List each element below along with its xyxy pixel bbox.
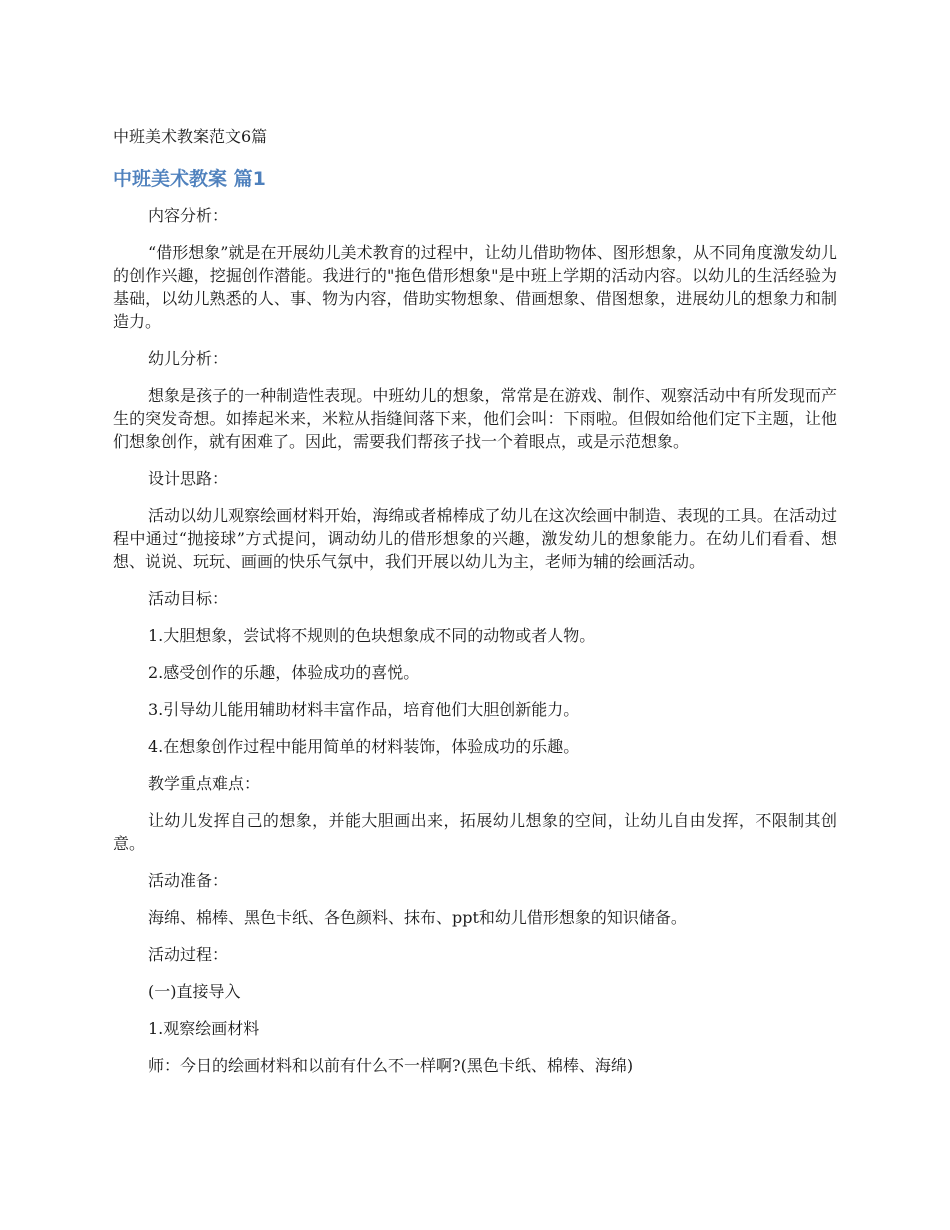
paragraph-key-points: 让幼儿发挥自己的想象，并能大胆画出来，拓展幼儿想象的空间，让幼儿自由发挥，不限制其创意。 bbox=[113, 811, 837, 853]
paragraph-design: 活动以幼儿观察绘画材料开始，海绵或者棉棒成了幼儿在这次绘画中制造、表现的工具。在活动过程中通过“抛接球”方式提问，调动幼儿的借形想象的兴趣，激发幼儿的想象能力。在幼儿们看看、想想、说说、玩玩、画画的快乐气氛中，我们开展以幼儿为主，老师为辅的绘画活动。 bbox=[113, 506, 837, 571]
paragraph-goal-2: 2.感受创作的乐趣，体验成功的喜悦。 bbox=[148, 663, 420, 682]
paragraph-process-label: 活动过程： bbox=[148, 945, 229, 964]
document-body bbox=[113, 204, 837, 1091]
paragraph-content-analysis: “借形想象”就是在开展幼儿美术教育的过程中，让幼儿借助物体、图形想象，从不同角度激发幼儿的创作兴趣，挖掘创作潜能。我进行的"拖色借形想象"是中班上学期的活动内容。以幼儿的生活经验为基础，以幼儿熟悉的人、事、物为内容，借助实物想象、借画想象、借图想象，进展幼儿的想象力和制造力。 bbox=[113, 243, 837, 331]
paragraph-child-analysis-label: 幼儿分析： bbox=[148, 349, 229, 368]
paragraph-child-analysis: 想象是孩子的一种制造性表现。中班幼儿的想象，常常是在游戏、制作、观察活动中有所发现而产生的突发奇想。如捧起米来，米粒从指缝间落下来，他们会叫：下雨啦。但假如给他们定下主题，让他们想象创作，就有困难了。因此，需要我们帮孩子找一个着眼点，或是示范想象。 bbox=[113, 386, 837, 451]
paragraph-goals-label: 活动目标： bbox=[148, 589, 229, 608]
paragraph-goal-4: 4.在想象创作过程中能用简单的材料装饰，体验成功的乐趣。 bbox=[148, 737, 580, 756]
paragraph-observe-materials: 1.观察绘画材料 bbox=[148, 1019, 260, 1038]
paragraph-design-label: 设计思路： bbox=[148, 469, 229, 488]
paragraph-key-points-label: 教学重点难点： bbox=[148, 774, 261, 793]
paragraph-goal-1: 1.大胆想象，尝试将不规则的色块想象成不同的动物或者人物。 bbox=[148, 626, 596, 645]
paragraph-goal-3: 3.引导幼儿能用辅助材料丰富作品，培育他们大胆创新能力。 bbox=[148, 700, 580, 719]
section-heading: 中班美术教案 篇1 bbox=[113, 168, 266, 190]
paragraph-preparation-label: 活动准备： bbox=[148, 871, 229, 890]
paragraph-preparation: 海绵、棉棒、黑色卡纸、各色颜料、抹布、ppt和幼儿借形想象的知识储备。 bbox=[148, 908, 687, 927]
paragraph-teacher-question: 师：今日的绘画材料和以前有什么不一样啊?(黑色卡纸、棉棒、海绵) bbox=[148, 1056, 634, 1075]
paragraph-content-analysis-label: 内容分析： bbox=[148, 206, 229, 225]
paragraph-process-step-1: (一)直接导入 bbox=[148, 982, 241, 1001]
document-title: 中班美术教案范文6篇 bbox=[113, 127, 268, 146]
